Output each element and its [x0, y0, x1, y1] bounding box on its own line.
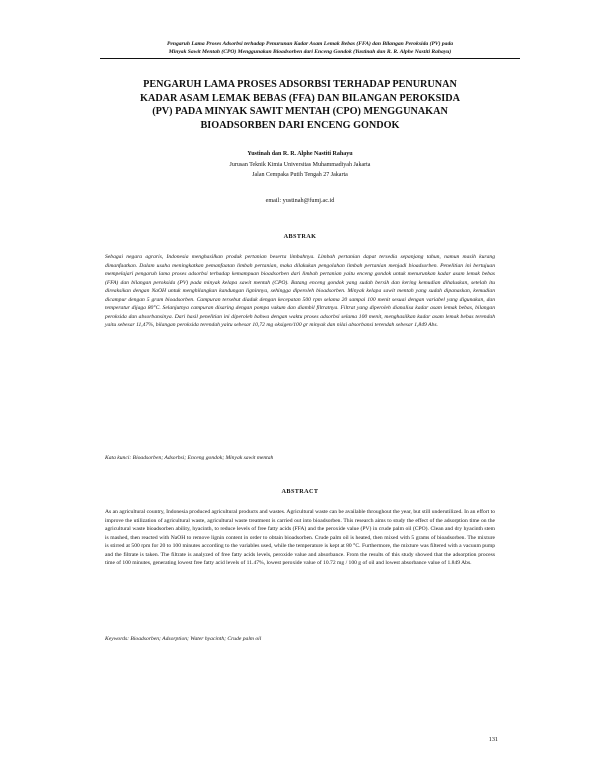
- running-header-line-2: Minyak Sawit Mentah (CPO) Menggunakan Bioadsorben dari Enceng Gondok (Yustinah dan R. R. Alphe Nastiti Rahayu): [168, 49, 452, 56]
- title-line-1: PENGARUH LAMA PROSES ADSORBSI TERHADAP PENURUNAN: [143, 79, 457, 90]
- affiliation-line-1: Jurusan Teknik Kimia Universitas Muhammadiyah Jakarta: [229, 162, 371, 168]
- title-line-3: (PV) PADA MINYAK SAWIT MENTAH (CPO) MENGGUNAKAN: [152, 106, 448, 118]
- abstrak-text: Sebagai negara agraris, Indonesia menghasilkan produk pertanian beserta limbahnya. Limbah pertanian dapat tersedia sepanjang tahun, namun masih kurang dimanfaatkan. Dalam usaha meningkatkan pemanfaatan limbah pertanian, maka dilakukan pengolahan limbah pertanian menjadi bioadsorben. Penelitian ini bertujuan mempelajari pengaruh lama proses adsorbsi terhadap kemampuan bioadsorben dari limbah pertanian yaitu enceng gondok untuk menurunkan kadar asam lemak bebas (FFA) dan bilangan peroksida (PV) pada minyak kelapa sawit mentah (CPO). Batang enceng gondok yang sudah bersih dan kering kemudian dihaluskan, setelah itu direaksikan dengan NaOH untuk menghilangkan kandungan ligninnya, sehingga diperoleh bioadsorben. Minyak kelapa sawit mentah yang sudah dipanaskan, kemudian dicampur dengan 5 gram bioadsorben. Campuran tersebut diaduk dengan kecepatan 500 rpm selama 20 sampai 100 menit sesuai dengan variabel yang digunakan, dan temperatur dijaga 80°C. Selanjutnya campuran disaring dengan pompa vakum dan diambil filtratnya. Filtrat yang diperoleh dianalisa kadar asam lemak bebas, bilangan peroksida dan absorbansinya. Dari hasil penelitian ini diperoleh bahwa dengan waktu proses adsorbsi selama 100 menit, menghasilkan kadar asam lemak bebas terendah yaitu sebesar 11,47%, bilangan peroksida terendah yaitu sebesar 10,72 mg oksigen/100 gr minyak dan nilai absorbansi terendah sebesar 1,849 Abs.: [105, 254, 495, 328]
- abstract-text: As an agricultural country, Indonesia produced agricultural products and wastes. Agricultural waste can be available throughout the year, but still underutilized. In an effort to improve the utilization of agricultural waste, agricultural waste treatment is carried out into bioadsorben. This research aims to study the effect of the adsorption time on the agricultural waste bioadsorben ability, hyacinth, to reduce levels of free fatty acids (FFA) and the peroxide value (PV) in crude palm oil (CPO). Clean and dry hyacinth stem is mashed, then reacted with NaOH to remove lignin content in order to obtain bioadsorben. Crude palm oil is heated, then mixed with 5 grams of bioadsorben. The mixture is stirred at 500 rpm for 20 to 100 minutes according to the variables used, while the temperature is kept at 80 °C. Furthermore, the mixture was filtered with a vacuum pump and the filtrate is taken. The filtrate is analyzed of free fatty acids levels, peroxide value and absorbance. From the results of this study showed that the adsorption process time of 100 minutes, generating lowest free fatty acid levels of 11.47%, lowest peroxide value of 10.72 mg / 100 g of oil and lowest absorbance value of 1.849 Abs.: [105, 509, 495, 566]
- title-line-2: KADAR ASAM LEMAK BEBAS (FFA) DAN BILANGAN PEROKSIDA: [140, 92, 460, 104]
- authors: [90, 150, 510, 160]
- keywords: Keywords: Bioadsorben; Adsorption; Water hyacinth; Crude palm oil: [105, 636, 262, 642]
- author-names: Yustinah dan R. R. Alphe Nastiti Rahayu: [247, 151, 353, 157]
- header-divider: [100, 58, 520, 59]
- paper-title: [90, 78, 510, 132]
- kata-kunci: Kata kunci: Bioadsorben; Adsorbsi; Enceng gondok; Minyak sawit mentah: [105, 455, 274, 461]
- affiliation-line-2: Jalan Cempaka Putih Tengah 27 Jakarta: [252, 171, 348, 178]
- running-header: [100, 40, 520, 57]
- running-header-line-1: Pengaruh Lama Proses Adsorbsi terhadap Penurunan Kadar Asam Lemak Bebas (FFA) dan Bilangan Peroksida (PV) pada: [166, 41, 454, 47]
- title-line-4: BIOADSORBEN DARI ENCENG GONDOK: [200, 119, 400, 131]
- abstrak-heading: ABSTRAK: [283, 233, 317, 240]
- page-number: 131: [488, 736, 498, 743]
- author-email: email: yustinah@fumj.ac.id: [265, 197, 335, 204]
- abstract-heading: ABSTRACT: [281, 488, 319, 495]
- affiliation: [90, 161, 510, 180]
